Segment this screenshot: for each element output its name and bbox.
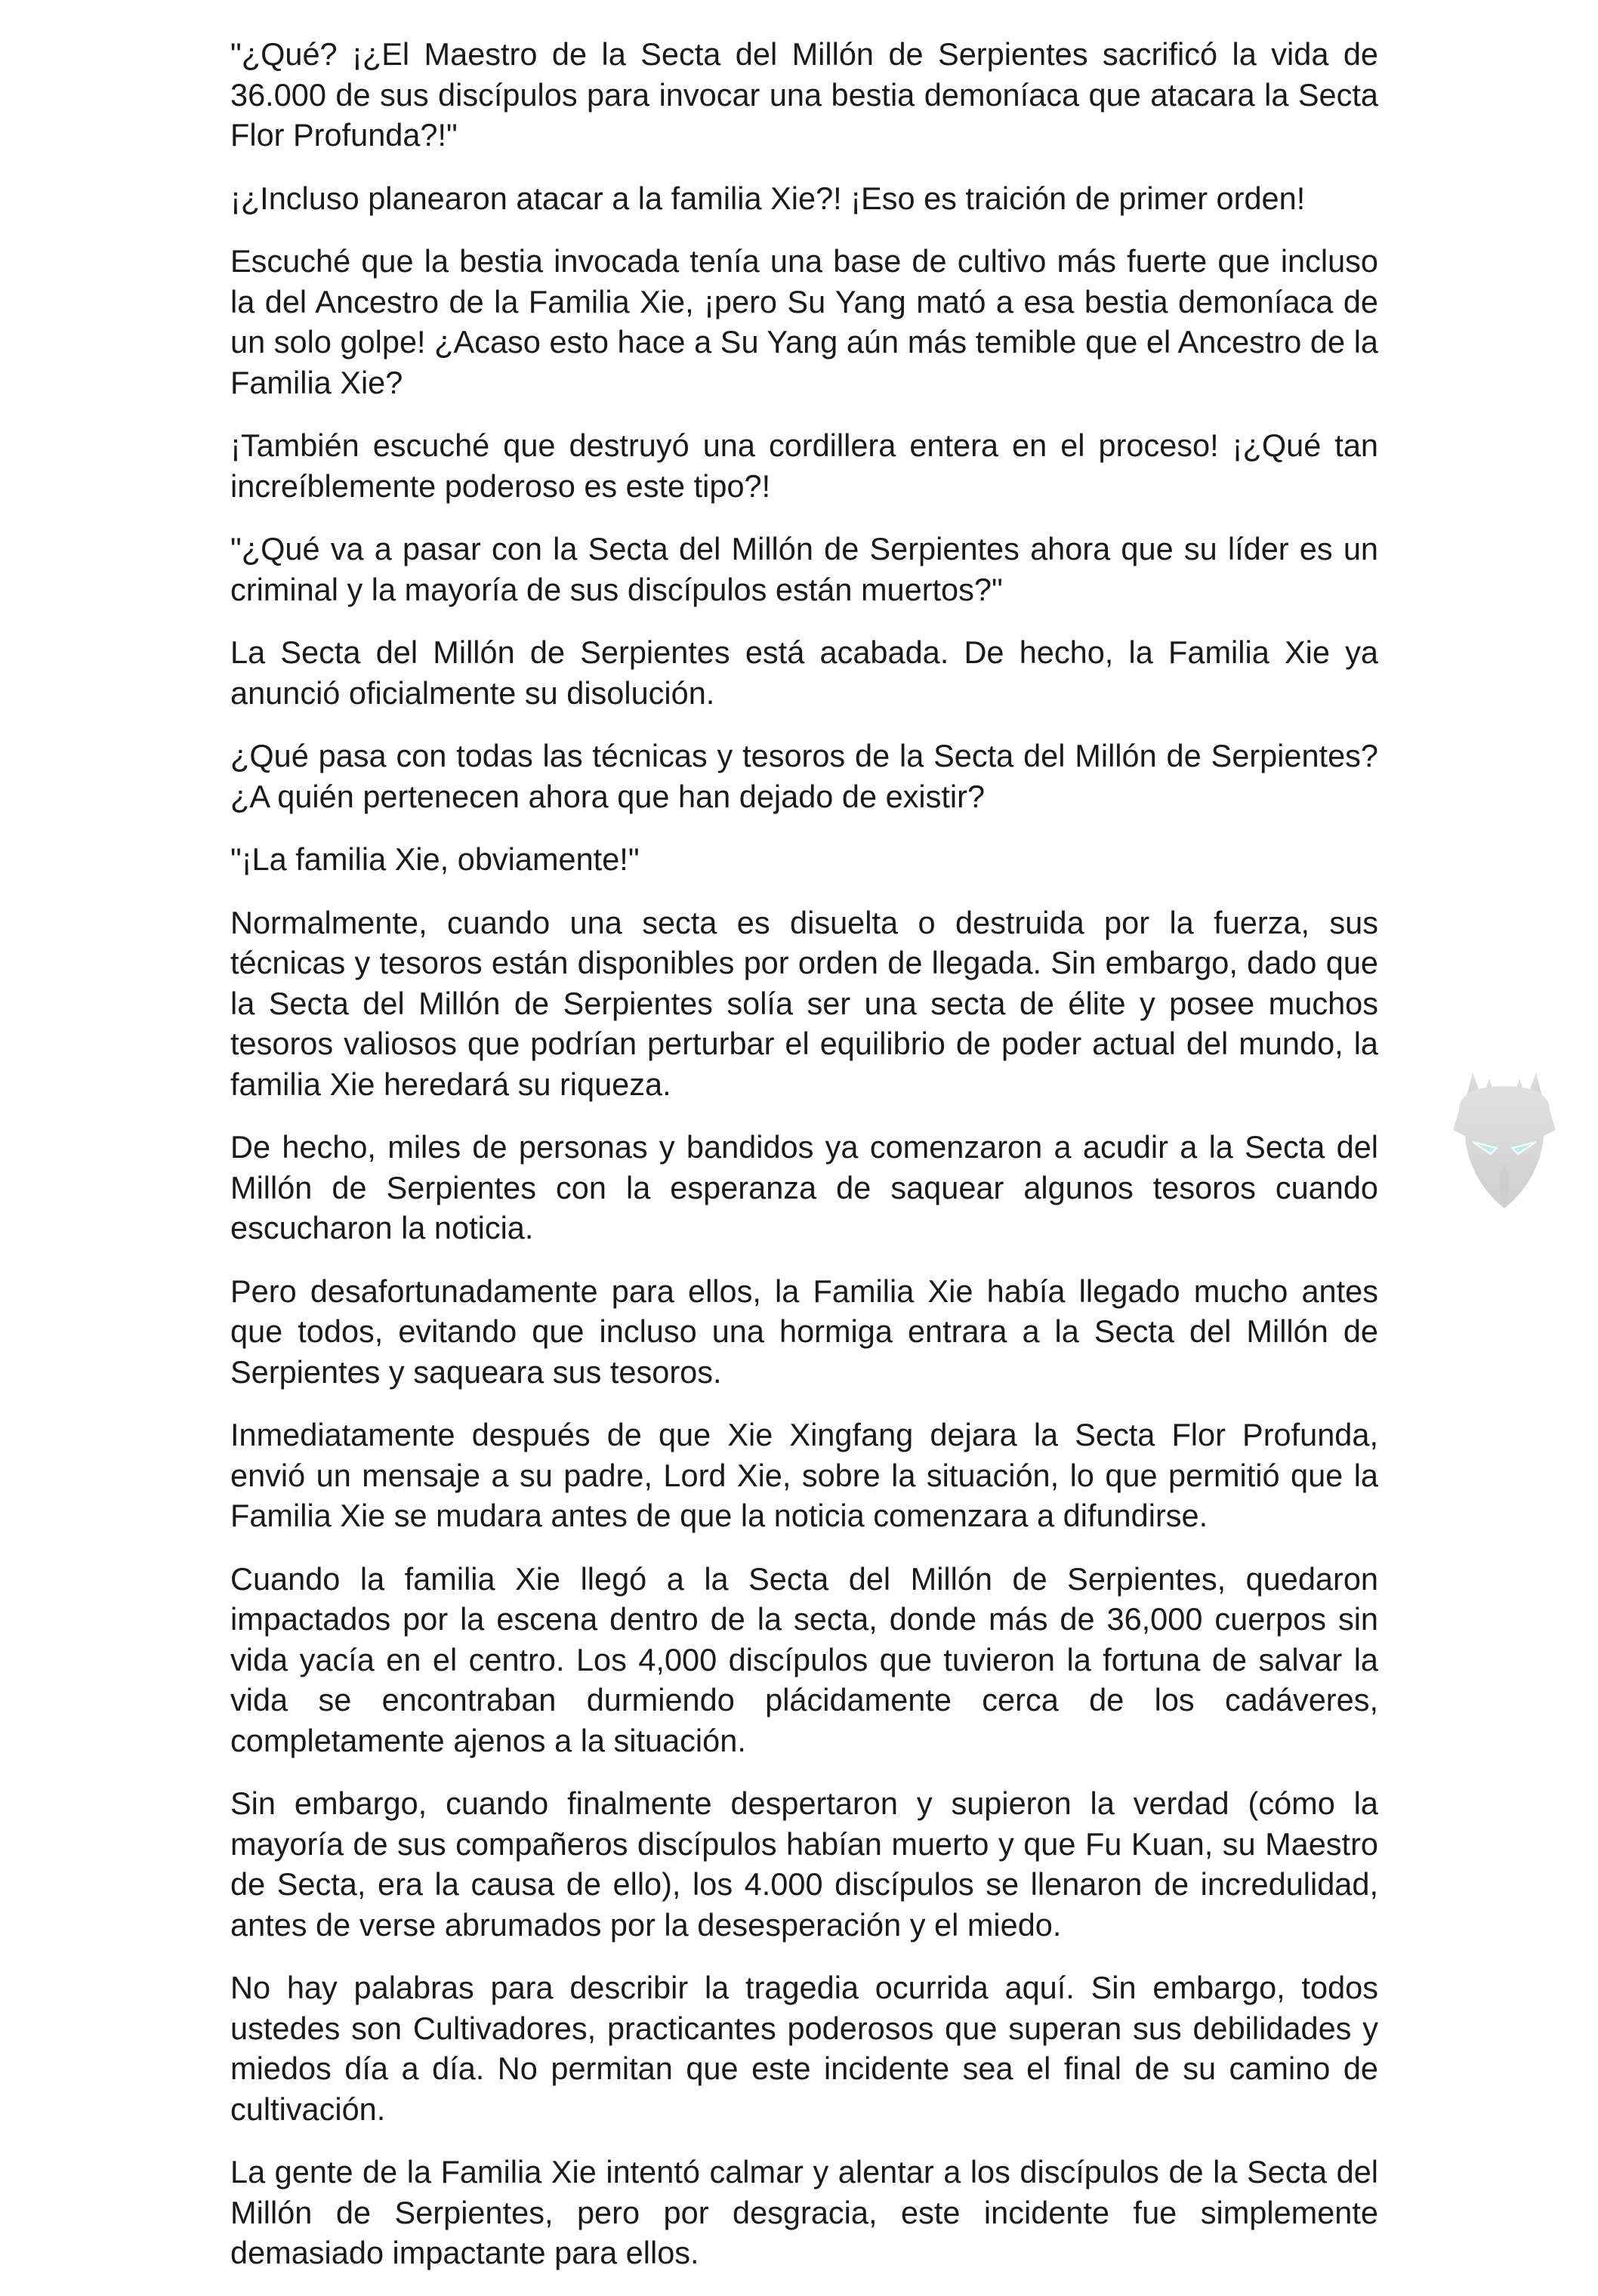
paragraph-6: La Secta del Millón de Serpientes está acabada. De hecho, la Familia Xie ya anunció oficialmente su disolución. <box>230 634 1378 711</box>
paragraph-4: ¡También escuché que destruyó una cordillera entera en el proceso! ¡¿Qué tan increíblemente poderoso es este tipo?! <box>230 427 1378 504</box>
paragraph-13: Cuando la familia Xie llegó a la Secta del Millón de Serpientes, quedaron impactados por la escena dentro de la secta, donde más de 36,000 cuerpos sin vida yacía en el centro. Los 4,000 discípulos que tuvieron la fortuna de salvar la vida se encontraban durmiendo plácidamente cerca de los cadáveres, completamente ajenos a la situación. <box>230 1560 1378 1758</box>
paragraph-2: ¡¿Incluso planearon atacar a la familia Xie?! ¡Eso es traición de primer orden! <box>230 180 1306 216</box>
paragraph-9: Normalmente, cuando una secta es disuelta o destruida por la fuerza, sus técnicas y tesoros están disponibles por orden de llegada. Sin embargo, dado que la Secta del Millón de Serpientes solía ser una secta de élite y posee muchos tesoros valiosos que podrían perturbar el equilibrio de poder actual del mundo, la familia Xie heredará su riqueza. <box>230 904 1378 1102</box>
paragraph-11: Pero desafortunadamente para ellos, la Familia Xie había llegado mucho antes que todos, evitando que incluso una hormiga entrara a la Secta del Millón de Serpientes y saqueara sus tesoros. <box>230 1273 1378 1390</box>
demon-head-icon <box>1444 1057 1565 1224</box>
paragraph-1: "¿Qué? ¡¿El Maestro de la Secta del Millón de Serpientes sacrificó la vida de 36.000 de sus discípulos para invocar una bestia demoníaca que atacara la Secta Flor Profunda?!" <box>230 36 1378 153</box>
paragraph-12: Inmediatamente después de que Xie Xingfang dejara la Secta Flor Profunda, envió un mensaje a su padre, Lord Xie, sobre la situación, lo que permitió que la Familia Xie se mudara antes de que la noticia comenzara a difundirse. <box>230 1417 1378 1533</box>
paragraph-14: Sin embargo, cuando finalmente despertaron y supieron la verdad (cómo la mayoría de sus compañeros discípulos habían muerto y que Fu Kuan, su Maestro de Secta, era la causa de ello), los 4.000 discípulos se llenaron de incredulidad, antes de verse abrumados por la desesperación y el miedo. <box>230 1785 1378 1943</box>
paragraph-5: "¿Qué va a pasar con la Secta del Millón de Serpientes ahora que su líder es un criminal y la mayoría de sus discípulos están muertos?" <box>230 531 1378 607</box>
paragraph-15: No hay palabras para describir la tragedia ocurrida aquí. Sin embargo, todos ustedes son Cultivadores, practicantes poderosos que superan sus debilidades y miedos día a día. No permitan que este incidente sea el final de su camino de cultivación. <box>230 1970 1378 2127</box>
paragraph-8: "¡La familia Xie, obviamente!" <box>230 841 640 877</box>
document-page <box>230 34 1378 2296</box>
paragraph-16: La gente de la Familia Xie intentó calmar y alentar a los discípulos de la Secta del Millón de Serpientes, pero por desgracia, este incidente fue simplemente demasiado impactante para ellos. <box>230 2154 1378 2270</box>
paragraph-3: Escuché que la bestia invocada tenía una base de cultivo más fuerte que incluso la del Ancestro de la Familia Xie, ¡pero Su Yang mató a esa bestia demoníaca de un solo golpe! ¿Acaso esto hace a Su Yang aún más temible que el Ancestro de la Familia Xie? <box>230 243 1378 400</box>
paragraph-10: De hecho, miles de personas y bandidos ya comenzaron a acudir a la Secta del Millón de Serpientes con la esperanza de saquear algunos tesoros cuando escucharon la noticia. <box>230 1129 1378 1245</box>
paragraph-7: ¿Qué pasa con todas las técnicas y tesoros de la Secta del Millón de Serpientes? ¿A quién pertenecen ahora que han dejado de existir? <box>230 738 1378 814</box>
